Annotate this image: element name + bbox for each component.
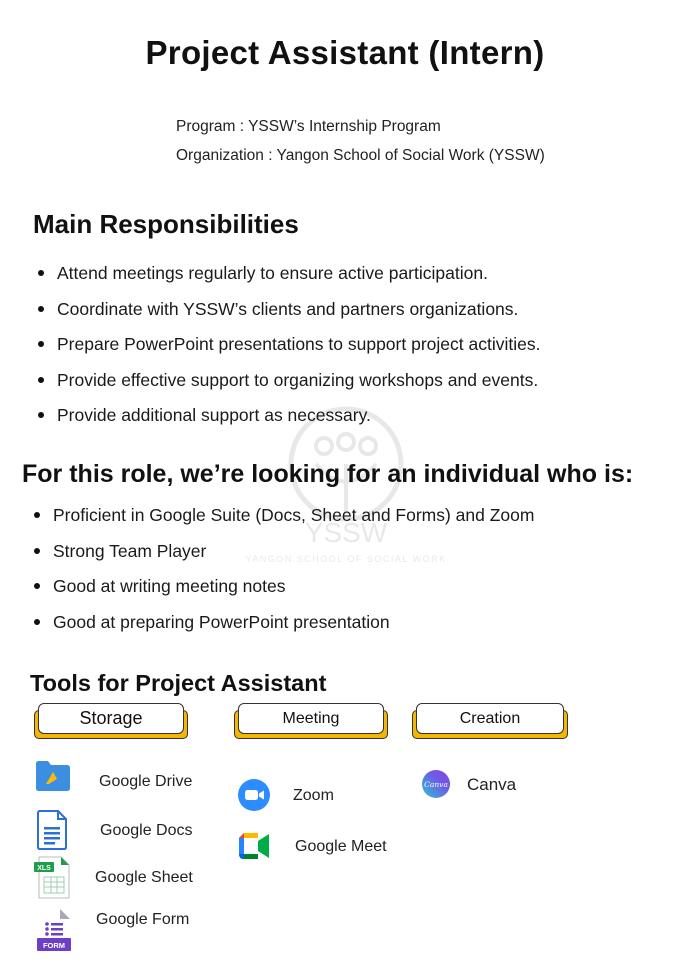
canva-logo-text: Canva — [424, 780, 448, 789]
tools-heading: Tools for Project Assistant — [30, 670, 327, 696]
list-item: Coordinate with YSSW’s clients and partners organizations. — [34, 298, 540, 334]
google-drive-icon — [34, 760, 72, 797]
meeting-category-tab — [238, 703, 384, 733]
storage-category-tab — [38, 703, 184, 733]
google-docs-icon — [36, 810, 68, 855]
google-drive-label: Google Drive — [99, 773, 193, 790]
list-item: Good at writing meeting notes — [30, 575, 534, 611]
list-item: Proficient in Google Suite (Docs, Sheet and Forms) and Zoom — [30, 504, 534, 540]
form-badge-text: FORM — [42, 941, 66, 950]
list-item: Provide effective support to organizing workshops and events. — [34, 369, 540, 405]
responsibilities-heading: Main Responsibilities — [33, 209, 299, 239]
list-item: Provide additional support as necessary. — [34, 404, 540, 440]
google-meet-label: Google Meet — [295, 838, 387, 855]
sheet-badge-text: XLS — [37, 865, 51, 872]
creation-category-tab — [416, 703, 564, 733]
google-docs-label: Google Docs — [100, 822, 193, 839]
zoom-label: Zoom — [293, 787, 334, 804]
program-line: Program : YSSW’s Internship Program — [176, 118, 441, 135]
watermark-subtitle: YANGON SCHOOL OF SOCIAL WORK — [245, 554, 447, 564]
google-meet-icon — [238, 832, 270, 865]
creation-tab-label: Creation — [416, 703, 564, 734]
looking-for-list — [30, 504, 534, 646]
zoom-icon — [238, 779, 270, 816]
list-item: Good at preparing PowerPoint presentation — [30, 611, 534, 647]
page-title: Project Assistant (Intern) — [145, 34, 545, 71]
list-item: Strong Team Player — [30, 540, 534, 576]
google-form-icon — [36, 908, 72, 957]
google-form-label: Google Form — [96, 911, 190, 928]
canva-label: Canva — [467, 775, 517, 794]
list-item: Attend meetings regularly to ensure active participation. — [34, 262, 540, 298]
google-sheet-label: Google Sheet — [95, 869, 193, 886]
canva-icon — [422, 770, 450, 803]
list-item: Prepare PowerPoint presentations to support project activities. — [34, 333, 540, 369]
looking-for-heading: For this role, we’re looking for an individual who is: — [22, 460, 634, 488]
storage-tab-label: Storage — [38, 703, 184, 734]
responsibilities-list — [34, 262, 540, 440]
google-sheet-icon — [33, 856, 71, 905]
organization-line: Organization : Yangon School of Social Work (YSSW) — [176, 147, 545, 164]
watermark-name: YSSW — [304, 517, 388, 548]
meeting-tab-label: Meeting — [238, 703, 384, 734]
